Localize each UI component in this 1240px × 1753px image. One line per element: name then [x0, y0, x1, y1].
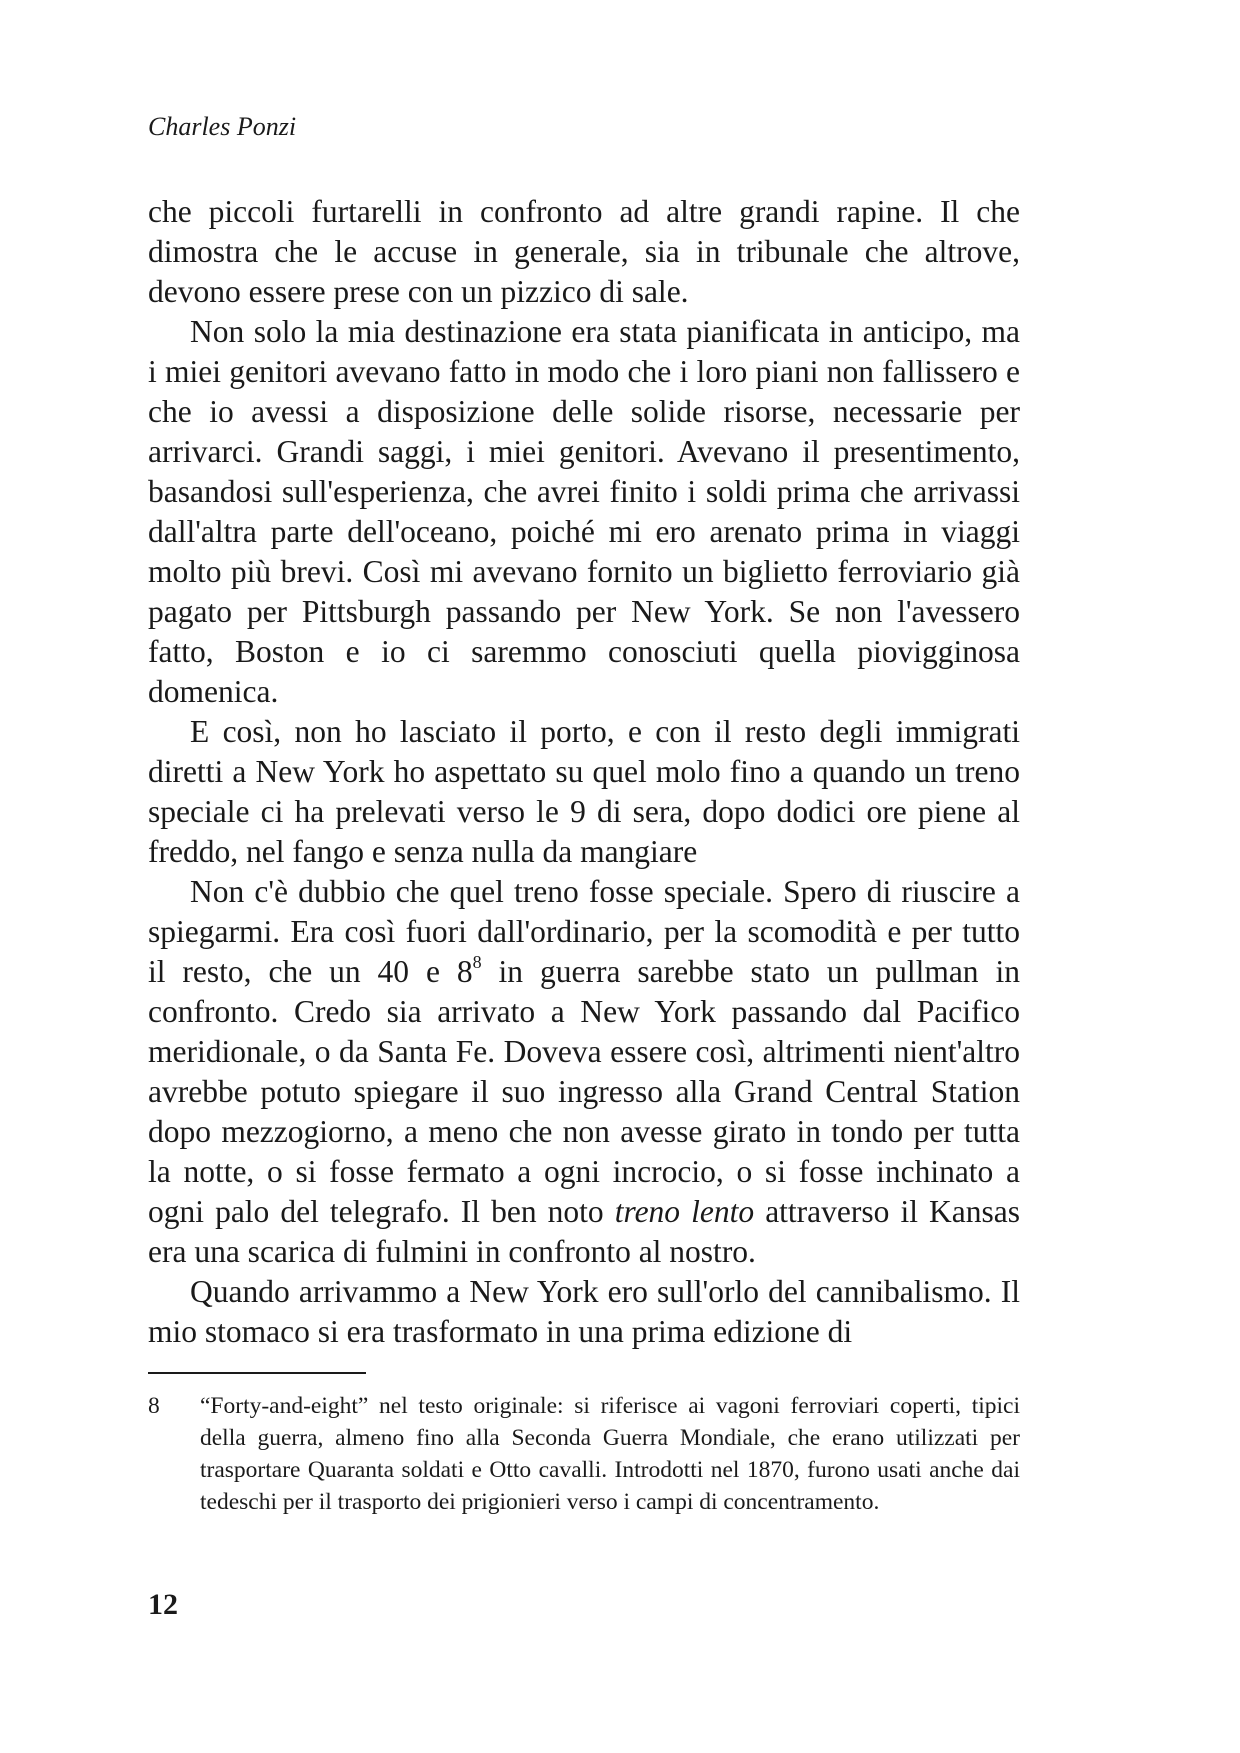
paragraph-4-part-3: attraverso il Kansas era una scarica di fulmini in confronto al nostro. — [148, 1194, 1021, 1269]
paragraph-3: E così, non ho lasciato il porto, e con il resto degli immigrati diretti a New York ho aspettato su quel molo fino a quando un treno speciale ci ha prelevati verso le 9 di sera, dopo dodici ore piene al freddo, nel fango e senza nulla da mangiare — [148, 714, 1020, 869]
page-number: 12 — [148, 1588, 178, 1621]
footnote-separator — [148, 1372, 366, 1374]
paragraph-4-part-1: Non c'è dubbio che quel treno fosse speciale. Spero di riuscire a spiegarmi. Era così fuori dall'ordinario, per la scomodità e per tutto il resto, che un 40 e 8 — [148, 874, 1020, 989]
footnote — [148, 1390, 1020, 1518]
running-head: Charles Ponzi — [148, 112, 297, 141]
italic-phrase: treno lento — [614, 1194, 755, 1229]
footnote-text: “Forty-and-eight” nel testo originale: si riferisce ai vagoni ferroviari coperti, tipici della guerra, almeno fino alla Seconda Guerra Mondiale, che erano utilizzati per trasportare Quaranta soldati e Otto cavalli. Introdotti nel 1870, furono usati anche dai tedeschi per il trasporto dei prigionieri verso i campi di concentramento. — [200, 1393, 1020, 1515]
footnote-number: 8 — [148, 1393, 160, 1419]
footnote-reference: 8 — [472, 952, 482, 972]
paragraph-5: Quando arrivammo a New York ero sull'orlo del cannibalismo. Il mio stomaco si era trasformato in una prima edizione di — [148, 1274, 1020, 1349]
paragraph-2: Non solo la mia destinazione era stata pianificata in anticipo, ma i miei genitori avevano fatto in modo che i loro piani non fallissero e che io avessi a disposizione delle solide risorse, necessarie per arrivarci. Grandi saggi, i miei genitori. Avevano il presentimento, basandosi sull'esperienza, che avrei finito i soldi prima che arrivassi dall'altra parte dell'oceano, poiché mi ero arenato prima in viaggi molto più brevi. Così mi avevano fornito un biglietto ferroviario già pagato per Pittsburgh passando per New York. Se non l'avessero fatto, Boston e io ci saremmo conosciuti quella piovigginosa domenica. — [148, 314, 1020, 709]
body-text — [148, 192, 1020, 1352]
paragraph-4 — [148, 872, 1020, 1272]
paragraph-1: che piccoli furtarelli in confronto ad altre grandi rapine. Il che dimostra che le accuse in generale, sia in tribunale che altrove, devono essere prese con un pizzico di sale. — [148, 194, 1020, 309]
paragraph-4-part-2: in guerra sarebbe stato un pullman in confronto. Credo sia arrivato a New York passando dal Pacifico meridionale, o da Santa Fe. Doveva essere così, altrimenti nient'altro avrebbe potuto spiegare il suo ingresso alla Grand Central Station dopo mezzogiorno, a meno che non avesse girato in tondo per tutta la notte, o si fosse fermato a ogni incrocio, o si fosse inchinato a ogni palo del telegrafo. Il ben noto — [148, 954, 1020, 1229]
